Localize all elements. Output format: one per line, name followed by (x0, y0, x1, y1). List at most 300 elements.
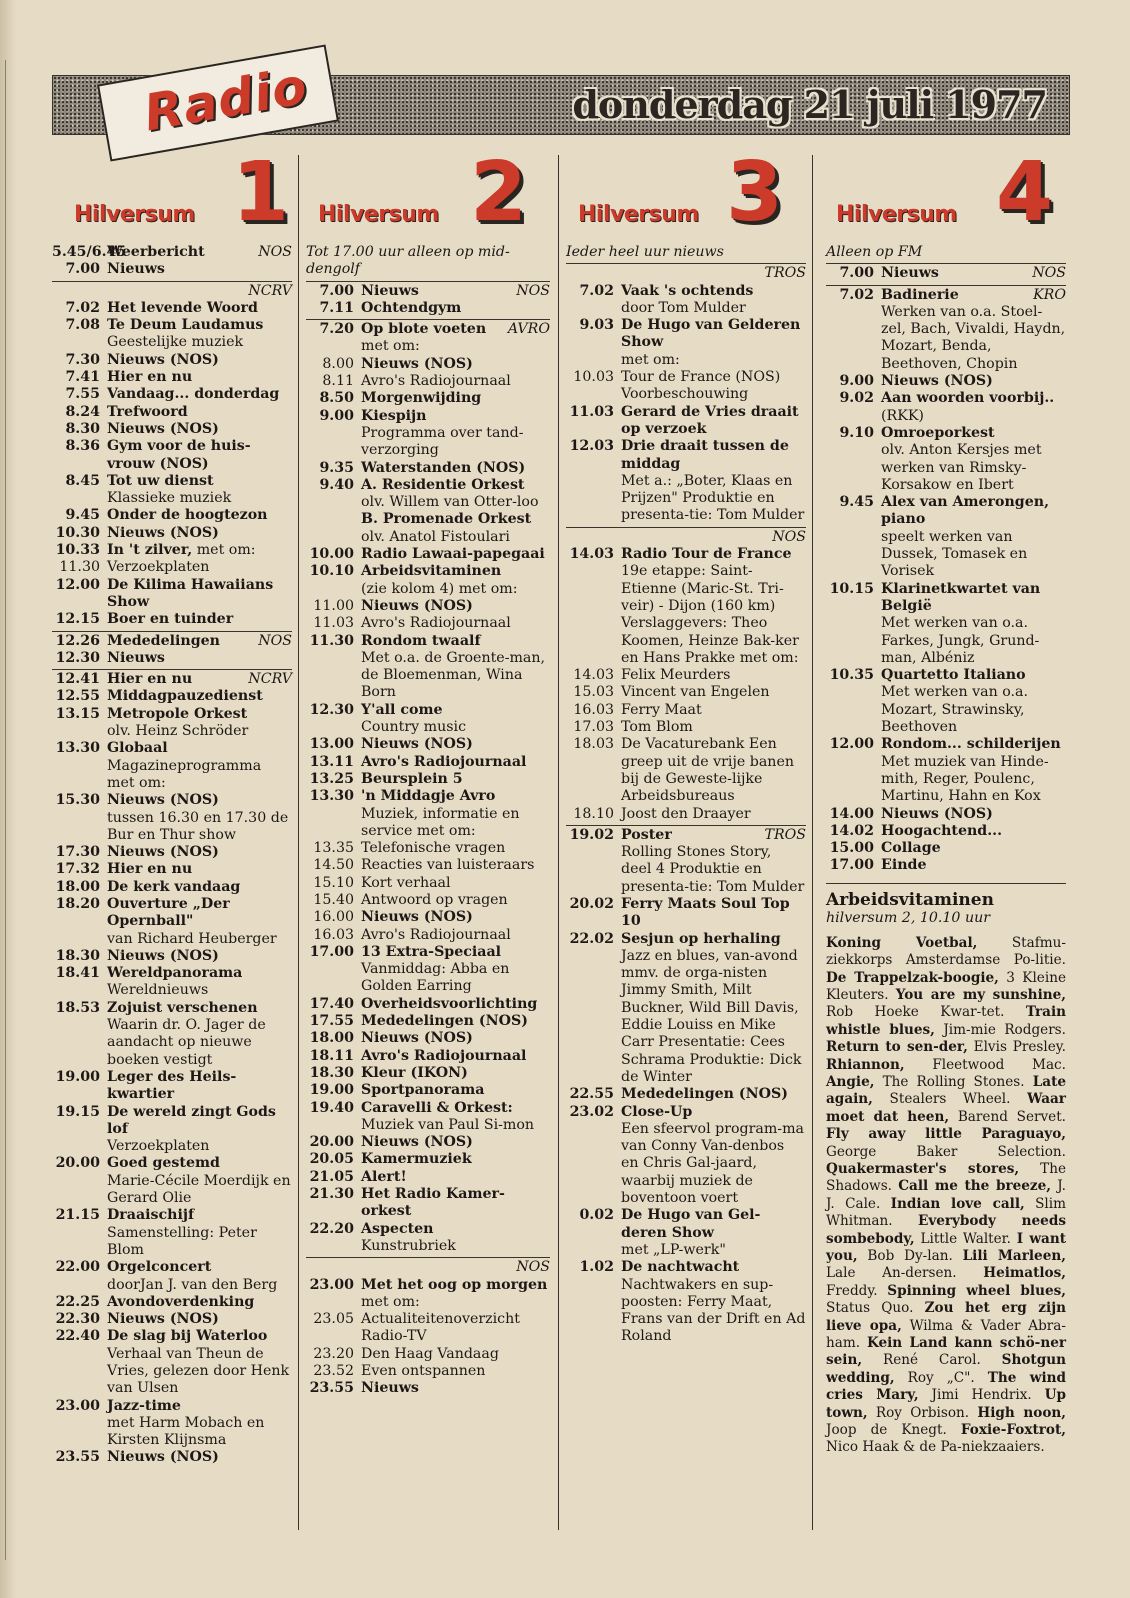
program-description: doorJan J. van den Berg (107, 1276, 278, 1293)
arbeidsvitaminen-title: Arbeidsvitaminen (826, 889, 994, 910)
program-time: 20.00 (55, 1155, 100, 1172)
program-title-line (107, 317, 263, 333)
song-title: Return to sen-der, (826, 1039, 968, 1056)
program-row (306, 1346, 550, 1363)
program-time: 9.00 (839, 373, 874, 390)
program-title-line (107, 740, 168, 756)
program-body (100, 261, 292, 278)
program-row (306, 1186, 550, 1221)
radio-logo: Radio (139, 56, 312, 143)
broadcaster-label: TROS (764, 826, 806, 843)
program-row (52, 844, 292, 861)
program-title: Boer en tuinder (107, 611, 234, 628)
program-time: 11.03 (313, 615, 354, 632)
program-time: 12.15 (55, 611, 100, 628)
program-row (566, 317, 806, 369)
program-row (52, 1104, 292, 1156)
program-title: Avro's Radiojournaal (361, 753, 527, 770)
program-title: Close-Up (621, 1103, 693, 1120)
program-title-line (107, 1449, 219, 1465)
program-body (874, 581, 1066, 667)
program-time: 18.20 (55, 895, 100, 912)
program-title: Poster (621, 826, 672, 843)
program-description: Met o.a. de Groente-man, de Bloemenman, Wina Born (361, 649, 546, 701)
song-artist: Fleetwood Mac. (932, 1056, 1066, 1073)
program-description: Antwoord op vragen (361, 891, 508, 908)
program-time: 11.30 (309, 632, 354, 649)
program-body (354, 892, 550, 909)
program-time: 19.02 (569, 826, 614, 843)
program-description: Verzoekplaten (107, 559, 210, 576)
program-time: 13.35 (313, 840, 354, 857)
program-body (354, 633, 550, 702)
program-row (306, 1221, 550, 1256)
program-title: Morgenwijding (361, 390, 482, 407)
program-row (52, 1294, 292, 1311)
song-title: Quakermaster's stores, (826, 1160, 1020, 1177)
program-body (354, 1100, 550, 1135)
program-description: Met werken van o.a. Farkes, Jungk, Grund-man, Albéniz (881, 615, 1040, 666)
program-title: Nieuws (NOS) (107, 844, 219, 861)
station-intro: Ieder heel uur nieuws (566, 244, 724, 260)
program-title-line (107, 1328, 267, 1344)
program-row (566, 806, 806, 823)
program-description: Nachtwakers en sup-poosten: Ferry Maat, Frans van der Drift en Ad Roland (621, 1276, 806, 1345)
program-title-line (881, 667, 1026, 683)
program-row (566, 684, 806, 701)
program-time: 22.02 (569, 930, 614, 947)
program-description: Werken van o.a. Stoel-zel, Bach, Vivaldi, Haydn, Mozart, Benda, Beethoven, Chopin (881, 303, 1066, 372)
program-title-line (361, 944, 501, 960)
program-body (614, 702, 806, 719)
program-title-line (107, 507, 268, 523)
divider (826, 285, 1066, 286)
program-body (100, 1449, 292, 1466)
program-body (354, 1030, 550, 1047)
station-header (306, 145, 550, 244)
program-title: Het levende Woord (107, 299, 258, 316)
program-row (306, 283, 550, 300)
song-title: Late again, (826, 1073, 1066, 1108)
program-body (354, 511, 550, 546)
program-body (354, 1363, 550, 1380)
program-time: 13.30 (309, 788, 354, 805)
program-time: 9.40 (319, 476, 354, 493)
program-title: Nieuws (881, 265, 939, 282)
program-time: 18.30 (309, 1064, 354, 1081)
program-time: 22.00 (55, 1259, 100, 1276)
program-time: 8.50 (319, 390, 354, 407)
program-title-line (107, 1398, 181, 1414)
station-header (52, 145, 292, 244)
program-body (874, 857, 1066, 874)
program-body (354, 909, 550, 926)
song-artist: Stafmu-ziekkorps Amsterdamse Po-litie. (826, 934, 1066, 969)
song-artist: Status Quo. (826, 1300, 914, 1317)
program-description: Wereldnieuws (107, 982, 209, 999)
program-row (826, 287, 1066, 373)
program-title: Nieuws (NOS) (107, 524, 219, 541)
program-row (306, 615, 550, 632)
program-row (566, 896, 806, 931)
program-time: 22.30 (55, 1311, 100, 1328)
program-title-line (107, 244, 205, 260)
song-title: Kein Land kann schö-ner sein, (826, 1335, 1067, 1369)
program-list (826, 263, 1066, 874)
song-title: Koning Voetbal, (826, 934, 978, 951)
program-title-line (107, 844, 219, 860)
program-title: Middagpauzedienst (107, 688, 263, 705)
program-time: 23.05 (313, 1311, 354, 1328)
program-body (614, 719, 806, 736)
program-title-line (361, 300, 461, 316)
program-title: Einde (881, 857, 927, 874)
program-title: Weerbericht (107, 244, 205, 260)
broadcaster-label: NCRV (248, 282, 292, 299)
program-title: Quartetto Italiano (881, 667, 1026, 684)
program-title-line (361, 996, 537, 1012)
station-intro: Tot 17.00 uur alleen op mid-dengolf (306, 244, 510, 278)
program-time: 17.00 (309, 943, 354, 960)
program-row (306, 546, 550, 563)
program-body (100, 507, 292, 524)
program-row (52, 438, 292, 473)
program-time: 12.30 (309, 701, 354, 718)
program-time: 0.02 (579, 1207, 614, 1224)
program-row (306, 702, 550, 737)
program-body (100, 792, 292, 844)
program-title-line (361, 321, 486, 337)
program-time: 20.05 (309, 1151, 354, 1168)
broadcaster-label: NOS (1032, 265, 1066, 282)
program-title-line (107, 688, 263, 704)
program-body (100, 1294, 292, 1311)
program-title-line (361, 1169, 407, 1185)
program-title: De slag bij Waterloo (107, 1328, 268, 1345)
program-description: Met muziek van Hinde-mith, Reger, Poulenc, Martinu, Hahn en Kox (881, 753, 1049, 805)
program-body (100, 740, 292, 792)
program-description: Waarin dr. O. Jager de aandacht op nieuwe boeken vestigt (107, 1017, 266, 1068)
program-body (614, 438, 806, 524)
broadcaster-label: NCRV (248, 671, 292, 688)
program-title-line (361, 563, 501, 579)
program-title-line (107, 261, 165, 277)
program-title: Gerard de Vries draait op verzoek (621, 403, 799, 437)
program-body (874, 425, 1066, 494)
program-body (100, 1328, 292, 1397)
program-time: 9.35 (319, 459, 354, 476)
program-row (306, 1013, 550, 1030)
program-time: 13.25 (309, 770, 354, 787)
program-title-line (361, 702, 443, 718)
song-title: Zou het erg zijn lieve opa, (826, 1300, 1066, 1334)
program-title: Nieuws (NOS) (361, 597, 473, 614)
program-row (566, 931, 806, 1087)
program-title: Nieuws (NOS) (881, 373, 993, 390)
program-row (566, 667, 806, 684)
program-title-line (881, 390, 1054, 406)
program-title-line (361, 546, 545, 562)
program-title-line (107, 650, 165, 666)
song-title: Train whistle blues, (826, 1004, 1066, 1038)
station-name: Hilversum (318, 202, 439, 227)
program-time: 22.55 (569, 1086, 614, 1103)
program-row (306, 1134, 550, 1151)
program-description: met om: (621, 351, 680, 368)
program-row (566, 546, 806, 667)
program-row (52, 404, 292, 421)
program-title-line (621, 1104, 692, 1120)
program-row (306, 927, 550, 944)
program-title-line (107, 671, 192, 687)
program-row (52, 577, 292, 612)
program-title: Nieuws (NOS) (361, 736, 473, 753)
program-body (354, 996, 550, 1013)
station-number: 2 (470, 145, 528, 240)
divider (566, 263, 806, 264)
program-title-line (881, 806, 993, 822)
program-title-line (361, 1065, 468, 1081)
program-title-line (361, 283, 419, 299)
program-body (354, 390, 550, 407)
program-description: Even ontspannen (361, 1363, 486, 1379)
program-description: Avro's Radiojournaal (361, 926, 511, 943)
program-title-tail: met om: (192, 542, 256, 559)
program-time: 8.30 (65, 420, 100, 437)
program-row (52, 1155, 292, 1207)
program-time: 9.00 (319, 407, 354, 424)
program-row (566, 1207, 806, 1259)
program-row (306, 944, 550, 996)
program-title: Hier en nu (107, 861, 193, 878)
program-title: De wereld zingt Gods lof (107, 1103, 276, 1137)
song-artist: Lale An-dersen. (826, 1265, 957, 1282)
program-description: Kort verhaal (361, 874, 451, 891)
program-time: 7.00 (65, 261, 100, 278)
song-artist: René Carol. (882, 1352, 981, 1369)
program-title: Hoogachtend... (881, 822, 1003, 839)
program-time: 7.00 (839, 265, 874, 282)
program-body (614, 806, 806, 823)
program-body (614, 667, 806, 684)
program-description: Reacties van luisteraars (361, 857, 535, 874)
program-body (100, 965, 292, 1000)
program-body (354, 477, 550, 512)
program-row (566, 1086, 806, 1103)
station-name: Hilversum (578, 202, 699, 227)
program-time: 18.10 (573, 805, 614, 822)
program-title-line (881, 425, 995, 441)
program-body (100, 525, 292, 542)
program-time: 5.45/6.45 (52, 244, 127, 260)
program-body (354, 771, 550, 788)
program-row (52, 896, 292, 948)
program-title-line (361, 771, 463, 787)
program-body (614, 1207, 806, 1259)
program-time: 12.30 (55, 649, 100, 666)
program-description: Marie-Cécile Moerdijk en Gerard Olie (107, 1172, 291, 1207)
program-title: Ferry Maats Soul Top 10 (621, 895, 790, 930)
program-title: Alert! (361, 1168, 407, 1185)
program-body (874, 823, 1066, 840)
program-title-line (881, 736, 1061, 752)
program-time: 11.00 (313, 597, 354, 614)
song-title: You are my sunshine, (895, 986, 1066, 1003)
song-title: Fly away little Paraguayo, (826, 1126, 1066, 1143)
program-title: Radio Lawaai-papegaai (361, 546, 545, 563)
program-time: 9.03 (579, 317, 614, 334)
program-time: 18.30 (55, 947, 100, 964)
program-row (306, 736, 550, 753)
program-body (100, 688, 292, 705)
program-title-line (361, 1100, 513, 1116)
program-row (306, 754, 550, 771)
program-description: Een sfeervol program-ma van Conny Van-denbos en Chris Gal-jaard, waarbij muziek de boventoon voert (621, 1120, 804, 1207)
program-title: Globaal (107, 740, 168, 757)
program-title: Waterstanden (NOS) (361, 459, 526, 476)
program-row (52, 1000, 292, 1069)
program-body (354, 857, 550, 874)
song-title: Everybody needs sombebody, (826, 1213, 1066, 1247)
program-body (100, 1155, 292, 1207)
program-body (614, 546, 806, 667)
program-title-line (361, 1221, 433, 1237)
program-time: 17.00 (829, 857, 874, 874)
song-title: Spinning wheel blues, (887, 1282, 1066, 1299)
page-edge (0, 0, 16, 1598)
program-title: Avro's Radiojournaal (361, 1047, 527, 1064)
program-title: Rondom twaalf (361, 632, 481, 649)
program-description: Actualiteitenoverzicht Radio-TV (361, 1311, 520, 1345)
program-row (306, 1380, 550, 1397)
program-description: Vanmiddag: Abba en Golden Earring (361, 961, 510, 995)
program-title-line (881, 287, 959, 303)
program-title-line (107, 542, 256, 558)
program-title-line (361, 477, 524, 493)
program-row (306, 1065, 550, 1082)
program-description: olv. Heinz Schröder (107, 723, 249, 740)
program-time: 9.45 (65, 507, 100, 524)
program-time: 22.25 (55, 1293, 100, 1310)
program-row (826, 425, 1066, 494)
program-row (52, 386, 292, 403)
program-time: 7.08 (65, 317, 100, 334)
program-body (100, 1207, 292, 1259)
program-row (306, 563, 550, 598)
program-description: De Vacaturebank Een greep uit de vrije banen bij de Geweste-lijke Arbeidsbureaus (621, 736, 794, 805)
program-row (306, 909, 550, 926)
program-row (52, 611, 292, 628)
column-hilversum-1 (52, 145, 292, 1467)
program-title: Nieuws (NOS) (107, 420, 219, 437)
program-row (566, 438, 806, 524)
program-title: Radio Tour de France (621, 546, 792, 563)
program-title: Vaak 's ochtends (621, 282, 754, 299)
program-title-line (107, 633, 220, 649)
divider (52, 631, 292, 632)
program-time: 13.11 (309, 753, 354, 770)
program-title: Nieuws (361, 1380, 419, 1397)
program-time: 7.20 (319, 321, 354, 338)
song-artist: Jim-mie Rodgers. (943, 1021, 1066, 1038)
program-title: Nieuws (NOS) (107, 947, 219, 964)
song-artist: Elvis Presley. (973, 1039, 1066, 1056)
program-title: Nieuws (NOS) (361, 355, 473, 372)
song-title: Angie, (826, 1073, 875, 1090)
program-row (52, 706, 292, 741)
program-row (52, 507, 292, 524)
program-title-line (881, 373, 993, 389)
program-row (566, 827, 806, 896)
program-row (52, 1311, 292, 1328)
program-description: 19e etappe: Saint-Etienne (Maric-St. Tri-veir) - Dijon (160 km) Verslaggevers: Theo Koomen, Heinze Bak-ker en Hans Prakke met om: (621, 563, 799, 666)
broadcaster-label: KRO (1033, 286, 1066, 303)
program-body (614, 896, 806, 931)
program-title: Tot uw dienst (107, 472, 214, 489)
program-title: Hier en nu (107, 369, 193, 386)
program-title: Nieuws (107, 649, 165, 666)
program-title: Beursplein 5 (361, 770, 463, 787)
program-time: 12.26 (55, 632, 100, 649)
program-description: met om: (361, 1293, 420, 1310)
program-body (100, 1398, 292, 1450)
program-title: Nieuws (NOS) (361, 1030, 473, 1047)
program-row (306, 1030, 550, 1047)
program-time: 10.03 (573, 369, 614, 386)
program-row (306, 771, 550, 788)
program-body (354, 927, 550, 944)
program-title-line (107, 1155, 220, 1171)
program-title-line (361, 356, 473, 372)
program-title: Mededelingen (NOS) (361, 1013, 528, 1030)
program-title-line (621, 404, 799, 437)
program-title: Trefwoord (107, 403, 188, 420)
program-row (306, 1151, 550, 1168)
program-row (52, 948, 292, 965)
program-row (52, 650, 292, 667)
program-time: 15.00 (829, 840, 874, 857)
song-artist: Roy „C". (907, 1369, 975, 1386)
program-body (354, 1134, 550, 1151)
program-time: 7.02 (65, 299, 100, 316)
broadcaster-label: NOS (516, 282, 550, 299)
program-time: 16.00 (313, 909, 354, 926)
program-title-line (621, 317, 800, 350)
program-title: Orgelconcert (107, 1259, 212, 1276)
program-row (306, 1363, 550, 1380)
program-time: 23.55 (55, 1449, 100, 1466)
program-list (52, 244, 292, 1467)
program-time: 20.00 (309, 1134, 354, 1151)
song-artist: Joop de Knegt. (826, 1422, 947, 1439)
program-row (566, 369, 806, 404)
program-description: Den Haag Vandaag (361, 1345, 499, 1362)
program-row (52, 671, 292, 688)
program-time: 19.00 (309, 1082, 354, 1099)
program-time: 16.03 (313, 926, 354, 943)
song-artist: Freddy. (826, 1282, 878, 1299)
program-time: 18.00 (309, 1030, 354, 1047)
program-body (354, 1277, 550, 1312)
program-title-line (621, 1207, 760, 1240)
program-row (826, 494, 1066, 580)
program-time: 23.52 (313, 1363, 354, 1379)
program-time: 12.41 (55, 671, 100, 688)
program-title-line (361, 1380, 419, 1396)
song-artist: Nico Haak & de Pa-niekzaaiers. (826, 1439, 1045, 1456)
divider (566, 527, 806, 528)
program-time: 13.30 (55, 740, 100, 757)
